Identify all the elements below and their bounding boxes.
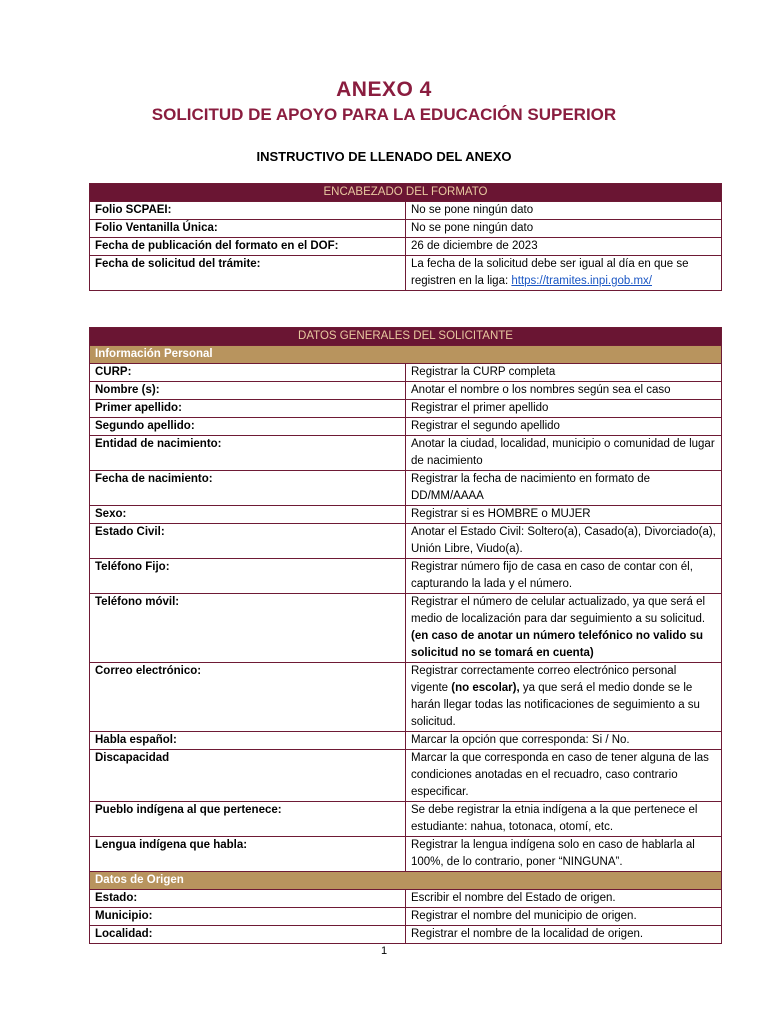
instruction-text: Registrar correctamente correo electrónico personal vigente [411,665,677,694]
field-label: Lengua indígena que habla: [90,837,406,872]
emphasis-text: (no escolar), [451,682,520,694]
table-row [90,506,722,524]
field-instruction: No se pone ningún dato [406,220,722,238]
field-label: Estado Civil: [90,524,406,559]
table-heading: DATOS GENERALES DEL SOLICITANTE [90,328,722,346]
table-heading: ENCABEZADO DEL FORMATO [90,184,722,202]
tramites-link[interactable]: https://tramites.inpi.gob.mx/ [511,275,652,287]
table-row [90,400,722,418]
field-instruction: Registrar si es HOMBRE o MUJER [406,506,722,524]
table-row [90,256,722,291]
field-label: Localidad: [90,926,406,944]
field-instruction: Registrar el nombre de la localidad de origen. [406,926,722,944]
field-instruction: Registrar el nombre del municipio de origen. [406,908,722,926]
table-row [90,202,722,220]
page-number: 1 [380,945,388,957]
section-origin-label: Datos de Origen [90,872,722,890]
table-row [90,471,722,506]
section-personal-label: Información Personal [90,346,722,364]
field-label: Correo electrónico: [90,663,406,732]
table-row [90,837,722,872]
field-label: Municipio: [90,908,406,926]
field-instruction: Anotar el Estado Civil: Soltero(a), Casado(a), Divorciado(a), Unión Libre, Viudo(a). [406,524,722,559]
field-label: Teléfono móvil: [90,594,406,663]
field-instruction: 26 de diciembre de 2023 [406,238,722,256]
field-label: Nombre (s): [90,382,406,400]
field-instruction: Registrar la fecha de nacimiento en formato de DD/MM/AAAA [406,471,722,506]
instruction-text: Registrar el número de celular actualizado, ya que será el medio de localización para dar seguimiento a su solicitud. [411,596,706,625]
instruction-text-continued: ya que será el medio donde se le harán llegar todas las notificaciones de seguimiento a su solicitud. [411,682,700,728]
field-instruction: Registrar la lengua indígena solo en caso de hablarla al 100%, de lo contrario, poner “NINGUNA”. [406,837,722,872]
field-instruction: Anotar la ciudad, localidad, municipio o comunidad de lugar de nacimiento [406,436,722,471]
field-instruction: Registrar el segundo apellido [406,418,722,436]
table-row [90,908,722,926]
field-label: Entidad de nacimiento: [90,436,406,471]
table-row [90,418,722,436]
field-label: Sexo: [90,506,406,524]
field-label: CURP: [90,364,406,382]
general-data-table [89,327,722,944]
field-instruction: Registrar número fijo de casa en caso de contar con él, capturando la lada y el número. [406,559,722,594]
warning-text: (en caso de anotar un número telefónico no valido su solicitud no se tomará en cuenta) [411,630,704,659]
document-subtitle: SOLICITUD DE APOYO PARA LA EDUCACIÓN SUPERIOR [151,105,617,124]
field-instruction: Marcar la opción que corresponda: Si / No. [406,732,722,750]
field-instruction: Se debe registrar la etnia indígena a la que pertenece el estudiante: nahua, totonaca, otomí, etc. [406,802,722,837]
field-instruction [406,256,722,291]
table-row [90,382,722,400]
section-row [90,872,722,890]
field-instruction: Registrar la CURP completa [406,364,722,382]
field-instruction: Escribir el nombre del Estado de origen. [406,890,722,908]
field-label: Pueblo indígena al que pertenece: [90,802,406,837]
table-row [90,594,722,663]
section-row [90,346,722,364]
field-label: Fecha de solicitud del trámite: [90,256,406,291]
field-label: Habla español: [90,732,406,750]
field-label: Estado: [90,890,406,908]
field-instruction [406,663,722,732]
field-label: Fecha de nacimiento: [90,471,406,506]
field-label: Fecha de publicación del formato en el DOF: [90,238,406,256]
field-instruction: No se pone ningún dato [406,202,722,220]
field-instruction: Anotar el nombre o los nombres según sea el caso [406,382,722,400]
field-label: Folio SCPAEI: [90,202,406,220]
field-instruction [406,594,722,663]
header-format-table [89,183,722,291]
table-row [90,926,722,944]
table-row [90,559,722,594]
table-row [90,524,722,559]
instruction-text: La fecha de la solicitud debe ser igual al día en que se registren en la liga: [411,258,689,287]
instructions-heading: INSTRUCTIVO DE LLENADO DEL ANEXO [256,149,512,164]
table-row [90,220,722,238]
table-row [90,238,722,256]
table-heading-row [90,328,722,346]
field-label: Discapacidad [90,750,406,802]
field-label: Folio Ventanilla Única: [90,220,406,238]
table-row [90,802,722,837]
table-row [90,750,722,802]
table-heading-row [90,184,722,202]
table-row [90,364,722,382]
field-label: Segundo apellido: [90,418,406,436]
field-instruction: Registrar el primer apellido [406,400,722,418]
field-label: Teléfono Fijo: [90,559,406,594]
table-row [90,890,722,908]
table-row [90,663,722,732]
table-row [90,732,722,750]
field-instruction: Marcar la que corresponda en caso de tener alguna de las condiciones anotadas en el recuadro, caso contrario especificar. [406,750,722,802]
table-row [90,436,722,471]
document-title: ANEXO 4 [336,78,432,101]
field-label: Primer apellido: [90,400,406,418]
